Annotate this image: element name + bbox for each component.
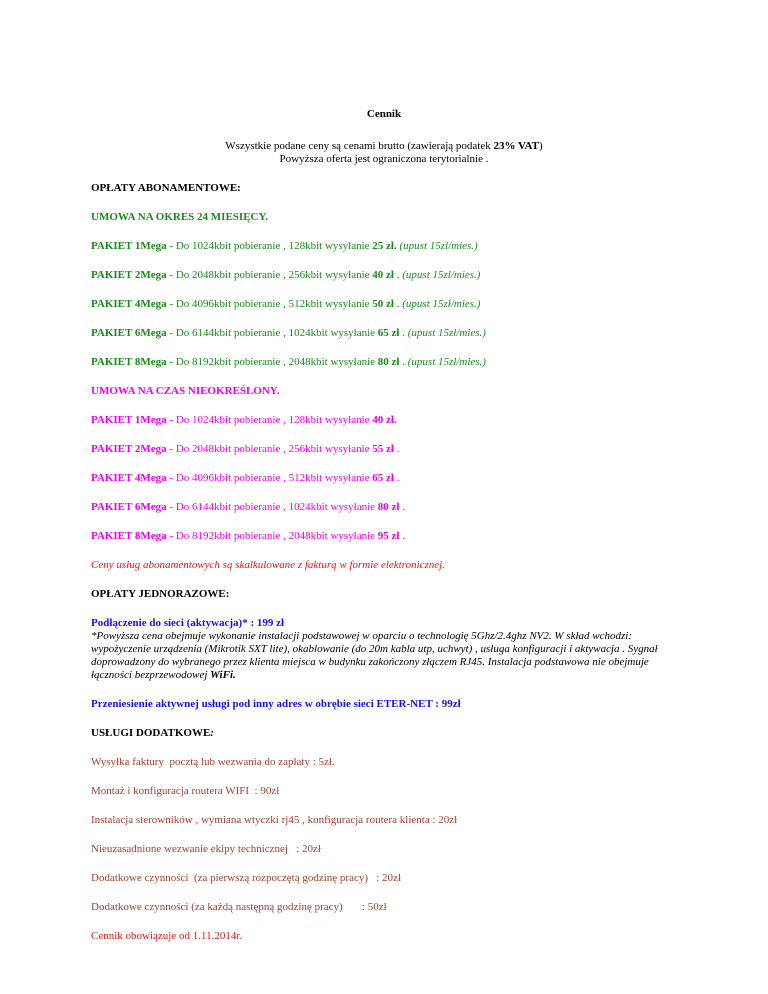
umowa24-heading: UMOWA NA OKRES 24 MIESIĘCY. xyxy=(91,211,269,223)
package-name: PAKIET 2Mega xyxy=(91,269,167,281)
package-price: 95 zł xyxy=(377,530,400,542)
territory-line: Powyższa oferta jest ograniczona terytorialnie . xyxy=(279,153,489,165)
extra-service: Montaż i konfiguracja routera WIFI : 90zł xyxy=(91,785,280,797)
package-desc: - Do 2048kbit pobieranie , 256kbit wysyłanie xyxy=(166,269,373,281)
package-price: 40 zł xyxy=(372,269,394,281)
transfer-service: Przeniesienie aktywnej usługi pod inny adres w obrębie sieci ETER-NET : 99zł xyxy=(91,698,461,710)
extra-service: Dodatkowe czynności (za każdą następną godzinę pracy) : 50zł xyxy=(91,901,387,913)
package-discount: (upust 15zł/mies.) xyxy=(407,327,486,339)
package-desc: - Do 2048kbit pobieranie , 256kbit wysyłanie xyxy=(166,443,373,455)
section-dodatkowe-colon: : xyxy=(210,727,214,739)
package-name: PAKIET 6Mega xyxy=(91,501,167,513)
package-price: 25 zł. xyxy=(372,240,397,252)
activation-note xyxy=(91,630,691,682)
package-desc: - Do 4096kbit pobieranie , 512kbit wysyłanie xyxy=(166,472,373,484)
package-name: PAKIET 2Mega xyxy=(91,443,167,455)
package-desc: - Do 8192kbit pobieranie , 2048kbit wysyłanie xyxy=(166,530,378,542)
package-price: 40 zł. xyxy=(372,414,397,426)
package-desc: - Do 4096kbit pobieranie , 512kbit wysyłanie xyxy=(166,298,373,310)
package-tail: . xyxy=(394,472,400,484)
package-discount: (upust 15zł/mies.) xyxy=(402,298,481,310)
package-name: PAKIET 6Mega xyxy=(91,327,167,339)
umowa24-package xyxy=(91,327,486,340)
umowa-nieokreslona-heading: UMOWA NA CZAS NIEOKREŚLONY. xyxy=(91,385,280,397)
package-discount: (upust 15zl/mies.) xyxy=(399,240,478,252)
page-title: Cennik xyxy=(366,108,402,120)
package-name: PAKIET 1Mega xyxy=(91,240,167,252)
nieokr-package xyxy=(91,443,400,456)
package-name: PAKIET 8Mega xyxy=(91,356,167,368)
umowa24-package xyxy=(91,269,480,282)
package-tail: . xyxy=(399,501,405,513)
activation-note-wifi: WiFi. xyxy=(210,669,236,681)
package-desc: - Do 6144kbit pobieranie , 1024kbit wysyłanie xyxy=(166,501,378,513)
package-name: PAKIET 1Mega xyxy=(91,414,167,426)
package-desc: - Do 1024kbit pobieranie , 128kbit wysyłanie xyxy=(166,414,373,426)
nieokr-package xyxy=(91,472,400,485)
package-price: 55 zł xyxy=(372,443,394,455)
vat-text-end: ) xyxy=(539,140,543,152)
package-name: PAKIET 4Mega xyxy=(91,298,167,310)
package-desc: - Do 6144kbit pobieranie , 1024kbit wysyłanie xyxy=(166,327,378,339)
vat-rate: 23% VAT xyxy=(493,140,540,152)
package-sep: . xyxy=(394,298,403,310)
vat-line xyxy=(0,140,768,153)
package-discount: (upust 15zł/mies.) xyxy=(407,356,486,368)
validity-date: Cennik obowiązuje od 1.11.2014r. xyxy=(91,930,243,942)
activation-block xyxy=(91,617,691,682)
extra-service: Instalacja sterowników , wymiana wtyczki rj45 , konfiguracja routera klienta : 20zł xyxy=(91,814,458,826)
package-desc: - Do 8192kbit pobieranie , 2048kbit wysyłanie xyxy=(166,356,378,368)
umowa24-package xyxy=(91,240,478,253)
activation-heading: Podłączenie do sieci (aktywacja)* : 199 zł xyxy=(91,617,285,629)
section-jednorazowe: OPŁATY JEDNORAZOWE: xyxy=(91,588,230,600)
package-price: 65 zł xyxy=(372,472,394,484)
package-price: 50 zł xyxy=(372,298,394,310)
umowa24-package xyxy=(91,298,480,311)
package-price: 80 zł xyxy=(377,501,400,513)
nieokr-package xyxy=(91,530,405,543)
package-sep: . xyxy=(399,356,408,368)
package-price: 80 zł xyxy=(377,356,400,368)
invoice-note: Ceny usług abonamentowych są skalkulowane z fakturą w formie elektronicznej. xyxy=(91,559,445,571)
section-abonament: OPŁATY ABONAMENTOWE: xyxy=(91,182,241,194)
extra-service: Dodatkowe czynności (za pierwszą rozpoczętą godzinę pracy) : 20zł xyxy=(91,872,401,884)
package-price: 65 zł xyxy=(377,327,400,339)
section-dodatkowe xyxy=(91,727,214,740)
extra-service: Nieuzasadnione wezwanie ekipy technicznej : 20zł xyxy=(91,843,321,855)
umowa24-package xyxy=(91,356,486,369)
activation-note-text: *Powyższa cena obejmuje wykonanie instalacji podstawowej w oparciu o technologię 5Ghz/2.4ghz NV2. W skład wchodzi: wypożyczenie urządzenia (Mikrotik SXT lite), okablowanie (do 20m kabla utp, uchwyt) , usługa konfiguracji i aktywacja . Sygnał doprowadzony do wybranego przez klienta miejsca w budynku zakończony złączem RJ45. Instalacja podstawowa nie obejmuje łączności bezprzewodowej xyxy=(91,630,658,681)
package-name: PAKIET 8Mega xyxy=(91,530,167,542)
package-name: PAKIET 4Mega xyxy=(91,472,167,484)
extra-service: Wysyłka faktury pocztą lub wezwania do zapłaty : 5zł. xyxy=(91,756,335,768)
package-sep: . xyxy=(394,269,403,281)
vat-text: Wszystkie podane ceny są cenami brutto (zawierają podatek xyxy=(225,140,494,152)
package-sep: . xyxy=(399,327,408,339)
vat-info xyxy=(0,140,768,166)
nieokr-package xyxy=(91,501,405,514)
nieokr-package xyxy=(91,414,397,427)
package-desc: - Do 1024kbit pobieranie , 128kbit wysyłanie xyxy=(166,240,373,252)
package-tail: . xyxy=(394,443,400,455)
package-discount: (upust 15zl/mies.) xyxy=(402,269,481,281)
package-tail: . xyxy=(399,530,405,542)
section-dodatkowe-text: USŁUGI DODATKOWE xyxy=(91,727,211,739)
